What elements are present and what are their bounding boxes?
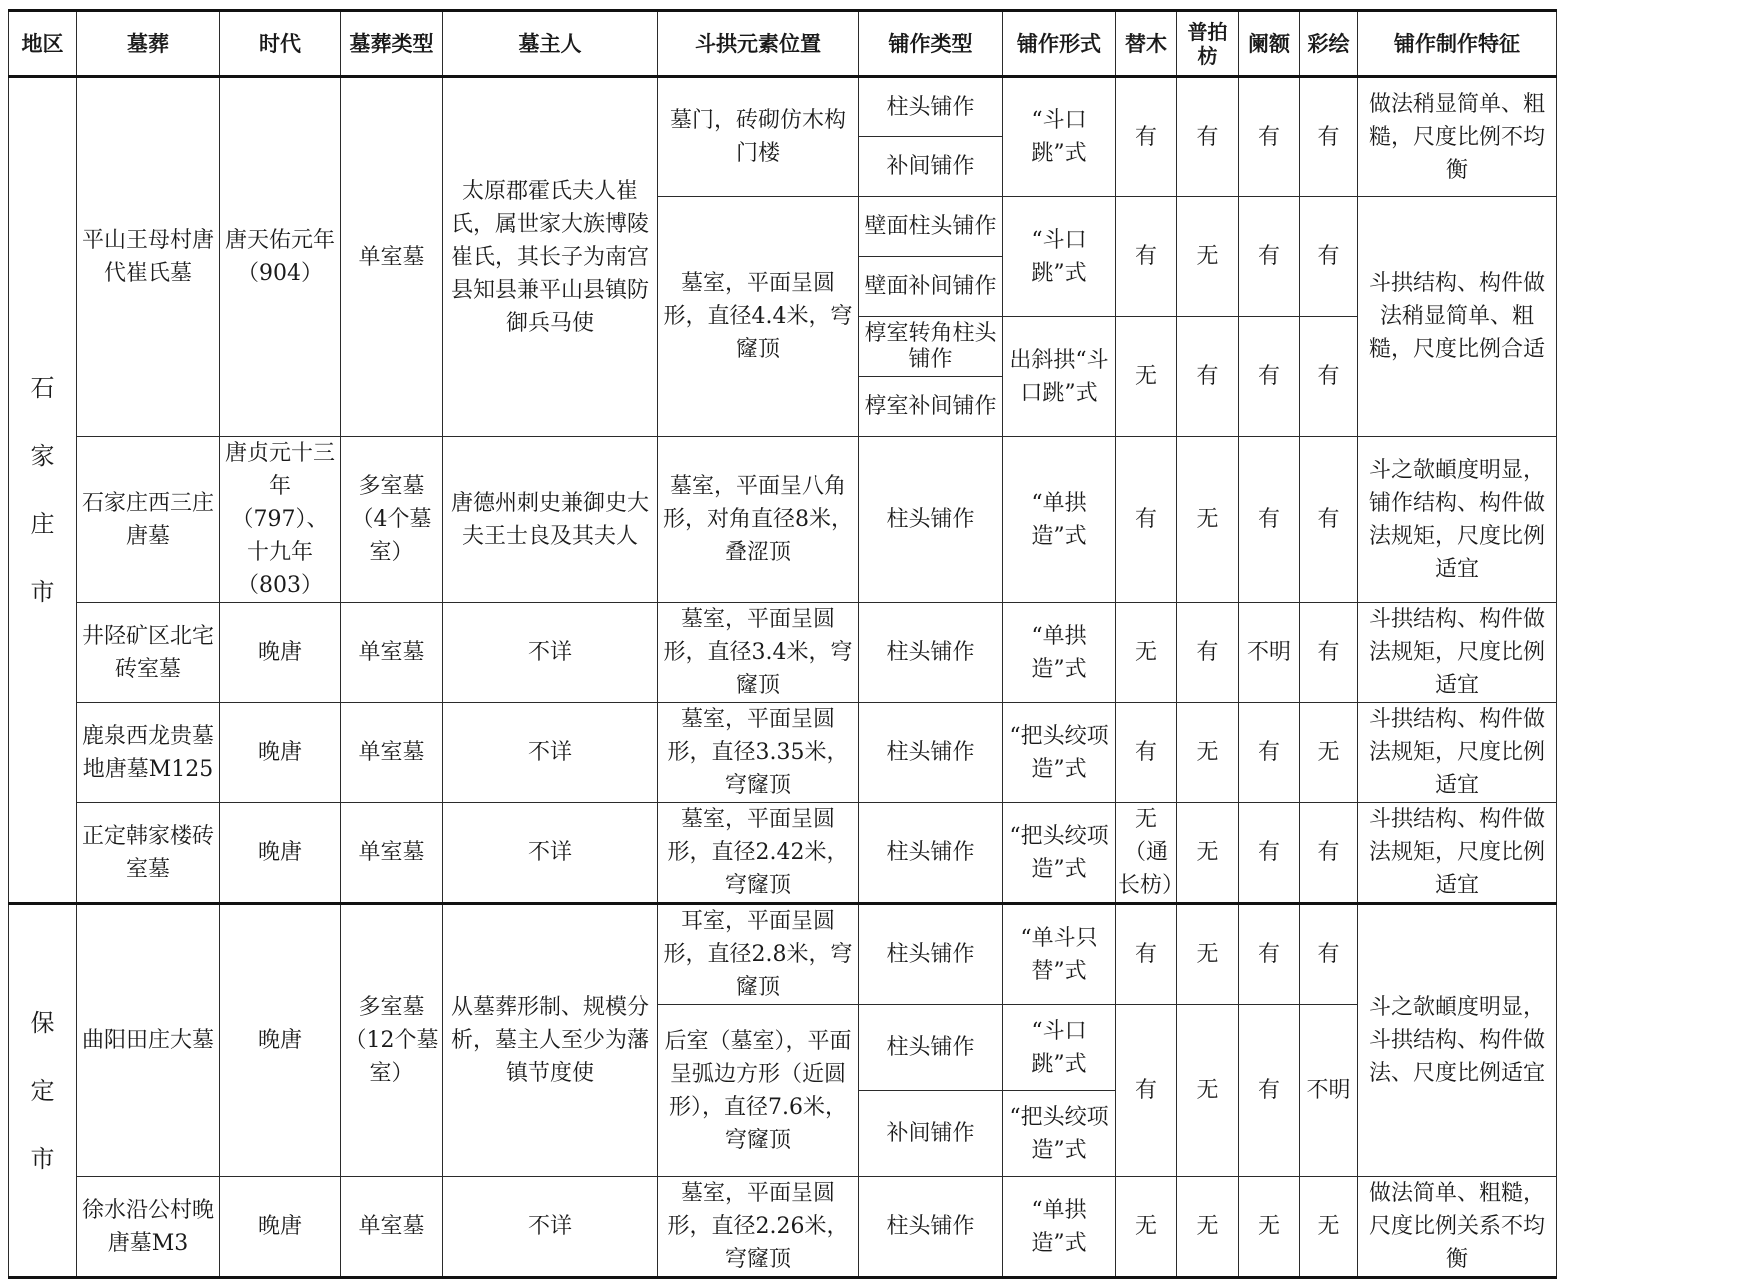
tomb-name: 平山王母村唐代崔氏墓 [77,77,220,437]
lane-value: 有 [1239,317,1300,437]
table-row [9,77,1557,137]
tomb-type: 单室墓 [341,803,443,904]
pupaifang-value: 有 [1177,317,1239,437]
bracket-position: 耳室，平面呈圆形，直径2.8米，穹窿顶 [658,904,859,1005]
puzuo-type: 柱头铺作 [859,603,1003,703]
puzuo-form: 出斜拱“斗口跳”式 [1003,317,1116,437]
puzuo-type: 柱头铺作 [859,77,1003,137]
header-lane: 阑额 [1239,11,1300,77]
lane-value: 有 [1239,904,1300,1005]
timu-value: 有 [1116,703,1177,803]
bracket-position: 墓室，平面呈圆形，直径3.35米，穹窿顶 [658,703,859,803]
pupaifang-value: 无 [1177,904,1239,1005]
bracket-position: 墓室，平面呈圆形，直径3.4米，穹窿顶 [658,603,859,703]
puzuo-type: 补间铺作 [859,137,1003,197]
table-row [9,437,1557,603]
region-baoding: 保 定 市 [9,904,77,1278]
bracket-position: 墓室，平面呈八角形，对角直径8米，叠涩顶 [658,437,859,603]
caihui-value: 有 [1300,77,1358,197]
tomb-name: 鹿泉西龙贵墓地唐墓M125 [77,703,220,803]
pupaifang-value: 无 [1177,703,1239,803]
pupaifang-value: 有 [1177,77,1239,197]
puzuo-form: “单拱造”式 [1003,437,1116,603]
tomb-name: 正定韩家楼砖室墓 [77,803,220,904]
header-tomb: 墓葬 [77,11,220,77]
tomb-era: 唐天佑元年（904） [220,77,341,437]
puzuo-form: “斗口跳”式 [1003,77,1116,197]
puzuo-feature: 斗拱结构、构件做法稍显简单、粗糙，尺度比例合适 [1358,197,1557,437]
puzuo-type: 椁室转角柱头铺作 [859,317,1003,377]
tomb-type: 单室墓 [341,603,443,703]
table-row [9,803,1557,904]
puzuo-form: “把头绞项造”式 [1003,1091,1116,1177]
puzuo-form: “斗口跳”式 [1003,197,1116,317]
puzuo-feature: 斗之欹頔度明显，斗拱结构、构件做法、尺度比例适宜 [1358,904,1557,1177]
timu-value: 无 [1116,317,1177,437]
header-era: 时代 [220,11,341,77]
caihui-value: 有 [1300,803,1358,904]
timu-value: 无 [1116,1177,1177,1278]
tomb-owner: 太原郡霍氏夫人崔氏，属世家大族博陵崔氏，其长子为南宫县知县兼平山县镇防御兵马使 [443,77,658,437]
puzuo-type: 壁面补间铺作 [859,257,1003,317]
lane-value: 有 [1239,437,1300,603]
tomb-type: 多室墓（12个墓室） [341,904,443,1177]
tomb-type: 多室墓（4个墓室） [341,437,443,603]
pupaifang-value: 有 [1177,603,1239,703]
puzuo-form: “单斗只替”式 [1003,904,1116,1005]
tomb-bracket-table [8,9,1557,1279]
table-row [9,603,1557,703]
puzuo-type: 柱头铺作 [859,703,1003,803]
header-owner: 墓主人 [443,11,658,77]
region-shijiazhuang: 石 家 庄 市 [9,77,77,904]
puzuo-type: 壁面柱头铺作 [859,197,1003,257]
header-region: 地区 [9,11,77,77]
pupaifang-value: 无 [1177,437,1239,603]
timu-value: 无（通长枋） [1116,803,1177,904]
caihui-value: 有 [1300,904,1358,1005]
puzuo-feature: 斗之欹頔度明显，铺作结构、构件做法规矩，尺度比例适宜 [1358,437,1557,603]
puzuo-type: 柱头铺作 [859,904,1003,1005]
header-pupaifang: 普拍枋 [1177,11,1239,77]
puzuo-type: 补间铺作 [859,1091,1003,1177]
tomb-type: 单室墓 [341,77,443,437]
puzuo-form: “把头绞项造”式 [1003,803,1116,904]
lane-value: 有 [1239,803,1300,904]
caihui-value: 无 [1300,1177,1358,1278]
timu-value: 无 [1116,603,1177,703]
puzuo-feature: 斗拱结构、构件做法规矩，尺度比例适宜 [1358,803,1557,904]
lane-value: 有 [1239,703,1300,803]
caihui-value: 有 [1300,603,1358,703]
header-bracket-position: 斗拱元素位置 [658,11,859,77]
pupaifang-value: 无 [1177,803,1239,904]
caihui-value: 无 [1300,703,1358,803]
tomb-era: 晚唐 [220,603,341,703]
tomb-type: 单室墓 [341,1177,443,1278]
bracket-position: 墓室，平面呈圆形，直径4.4米，穹窿顶 [658,197,859,437]
timu-value: 有 [1116,904,1177,1005]
lane-value: 有 [1239,197,1300,317]
bracket-position: 后室（墓室），平面呈弧边方形（近圆形），直径7.6米，穹窿顶 [658,1005,859,1177]
tomb-name: 徐水沿公村晚唐墓M3 [77,1177,220,1278]
puzuo-feature: 做法简单、粗糙，尺度比例关系不均衡 [1358,1177,1557,1278]
header-row [9,11,1557,77]
tomb-era: 晚唐 [220,803,341,904]
header-puzuo-type: 铺作类型 [859,11,1003,77]
header-tomb-type: 墓葬类型 [341,11,443,77]
tomb-name: 曲阳田庄大墓 [77,904,220,1177]
puzuo-form: “单拱造”式 [1003,1177,1116,1278]
puzuo-feature: 斗拱结构、构件做法规矩，尺度比例适宜 [1358,703,1557,803]
tomb-name: 石家庄西三庄唐墓 [77,437,220,603]
table-row [9,1177,1557,1278]
bracket-position: 墓室，平面呈圆形，直径2.26米，穹窿顶 [658,1177,859,1278]
tomb-owner: 不详 [443,703,658,803]
table-row [9,904,1557,1005]
tomb-owner: 从墓葬形制、规模分析，墓主人至少为藩镇节度使 [443,904,658,1177]
puzuo-feature: 斗拱结构、构件做法规矩，尺度比例适宜 [1358,603,1557,703]
timu-value: 有 [1116,1005,1177,1177]
header-feature: 铺作制作特征 [1358,11,1557,77]
pupaifang-value: 无 [1177,1177,1239,1278]
tomb-era: 晚唐 [220,1177,341,1278]
puzuo-type: 柱头铺作 [859,1005,1003,1091]
puzuo-type: 柱头铺作 [859,1177,1003,1278]
lane-value: 有 [1239,77,1300,197]
puzuo-feature: 做法稍显简单、粗糙，尺度比例不均衡 [1358,77,1557,197]
puzuo-form: “单拱造”式 [1003,603,1116,703]
bracket-position: 墓门，砖砌仿木构门楼 [658,77,859,197]
timu-value: 有 [1116,197,1177,317]
tomb-name: 井陉矿区北宅砖室墓 [77,603,220,703]
tomb-owner: 不详 [443,603,658,703]
pupaifang-value: 无 [1177,1005,1239,1177]
puzuo-form: “斗口跳”式 [1003,1005,1116,1091]
lane-value: 有 [1239,1005,1300,1177]
table-row [9,703,1557,803]
tomb-era: 晚唐 [220,703,341,803]
pupaifang-value: 无 [1177,197,1239,317]
header-caihui: 彩绘 [1300,11,1358,77]
lane-value: 无 [1239,1177,1300,1278]
puzuo-type: 椁室补间铺作 [859,377,1003,437]
header-puzuo-form: 铺作形式 [1003,11,1116,77]
header-timu: 替木 [1116,11,1177,77]
puzuo-type: 柱头铺作 [859,803,1003,904]
caihui-value: 有 [1300,317,1358,437]
bracket-position: 墓室，平面呈圆形，直径2.42米，穹窿顶 [658,803,859,904]
timu-value: 有 [1116,77,1177,197]
lane-value: 不明 [1239,603,1300,703]
caihui-value: 不明 [1300,1005,1358,1177]
puzuo-type: 柱头铺作 [859,437,1003,603]
tomb-owner: 不详 [443,803,658,904]
tomb-era: 晚唐 [220,904,341,1177]
tomb-owner: 唐德州刺史兼御史大夫王士良及其夫人 [443,437,658,603]
tomb-era: 唐贞元十三年（797）、十九年（803） [220,437,341,603]
caihui-value: 有 [1300,437,1358,603]
timu-value: 有 [1116,437,1177,603]
tomb-owner: 不详 [443,1177,658,1278]
puzuo-form: “把头绞项造”式 [1003,703,1116,803]
caihui-value: 有 [1300,197,1358,317]
tomb-type: 单室墓 [341,703,443,803]
